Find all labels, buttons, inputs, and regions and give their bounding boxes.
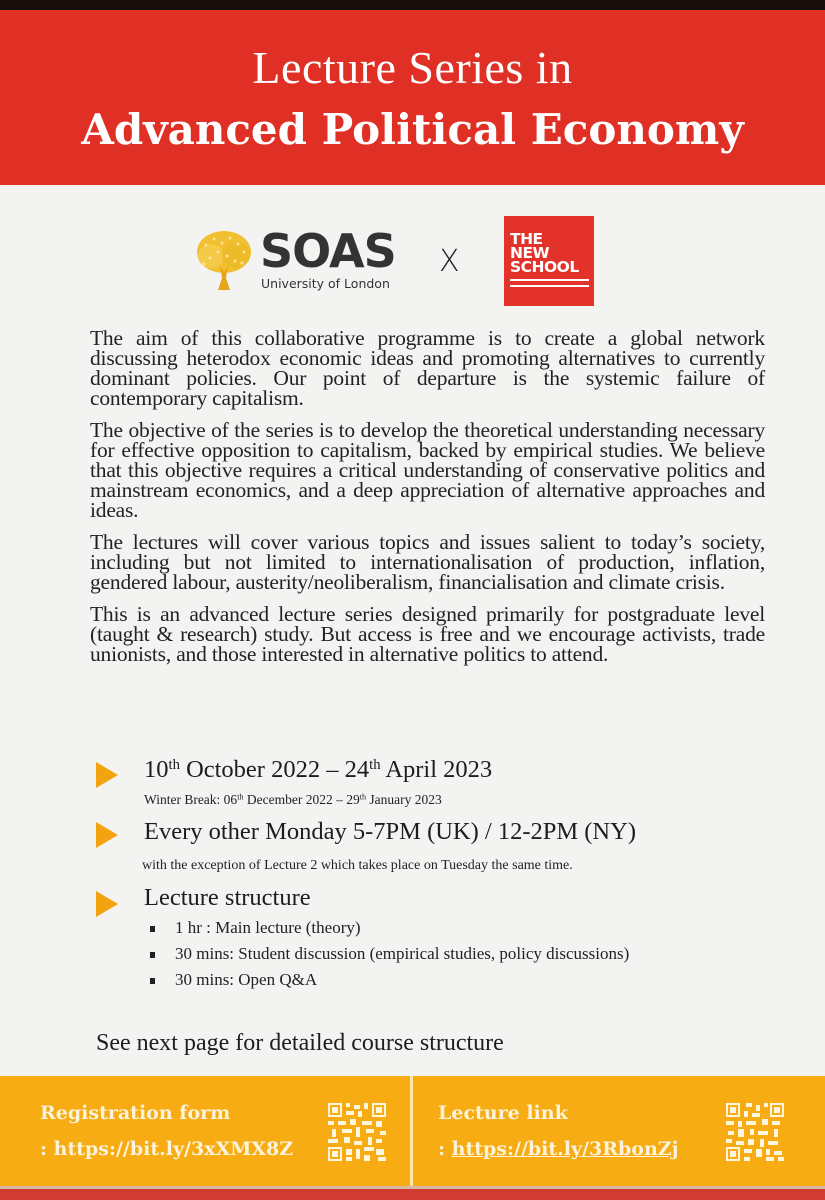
title-line-1: Lecture Series in [252,42,573,93]
logo-row [0,210,825,310]
logo-rule [510,279,589,281]
new-school-wordmark [510,232,592,274]
structure-title: Lecture structure [144,884,311,911]
new-school-line-3: SCHOOL [510,258,579,276]
new-school-line-2: NEW [510,244,550,262]
see-next-page-note: See next page for detailed course structure [96,1030,504,1056]
square-bullet-icon [150,952,155,958]
collaboration-x: X [439,244,460,279]
footer-divider [410,1076,413,1186]
links-footer [0,1076,825,1186]
title-line-2: Advanced Political Economy [81,105,744,154]
top-edge [0,0,825,10]
bottom-edge [0,1186,825,1200]
soas-wordmark: SOAS [260,224,396,278]
tree-icon [196,230,252,292]
registration-qr-code-icon[interactable] [328,1102,386,1162]
play-arrow-icon [96,891,118,917]
play-arrow-icon [96,762,118,788]
intro-paragraph: The aim of this collaborative programme is to create a global network discussing heterodox economic ideas and promoting alternatives to currently dominant policies. Our point of departure is the systemic failure of contemporary capitalism. [90,326,765,410]
schedule-title: Every other Monday 5-7PM (UK) / 12-2PM (NY) [144,818,636,845]
logo-rule [510,285,589,287]
registration-title: Registration form [40,1102,231,1124]
title-banner [0,10,825,185]
play-arrow-icon [96,822,118,848]
square-bullet-icon [150,926,155,932]
intro-paragraph: The objective of the series is to develop the theoretical understanding necessary for effective opposition to capitalism, backed by empirical studies. We believe that this objective requires a critical understanding of conservative politics and mainstream economics, and a deep appreciation of alternative approaches and ideas. [90,418,765,522]
intro-text [90,328,765,676]
intro-paragraph: The lectures will cover various topics and issues salient to today’s society, including but not limited to internationalisation of production, inflation, gendered labour, austerity/neoliberalism, financialisation and climate crisis. [90,530,765,594]
lecture-qr-code-icon[interactable] [726,1102,784,1162]
registration-link[interactable]: : https://bit.ly/3xXMX8Z [40,1138,294,1160]
intro-paragraph: This is an advanced lecture series designed primarily for postgraduate level (taught & research) study. But access is free and we encourage activists, trade unionists, and those interested in alternative politics to attend. [90,602,765,666]
lecture-link-title: Lecture link [438,1102,568,1124]
new-school-line-1: THE [510,230,543,248]
square-bullet-icon [150,978,155,984]
new-school-logo [504,216,594,306]
date-range: 10th October 2022 – 24th April 2023 [144,756,493,783]
soas-logo [196,224,396,294]
lecture-link[interactable]: : https://bit.ly/3RbonZj [438,1138,679,1160]
winter-break: Winter Break: 06th December 2022 – 29th January 2023 [144,792,442,807]
soas-subtitle: University of London [261,276,390,291]
schedule-note: with the exception of Lecture 2 which takes place on Tuesday the same time. [142,858,573,873]
